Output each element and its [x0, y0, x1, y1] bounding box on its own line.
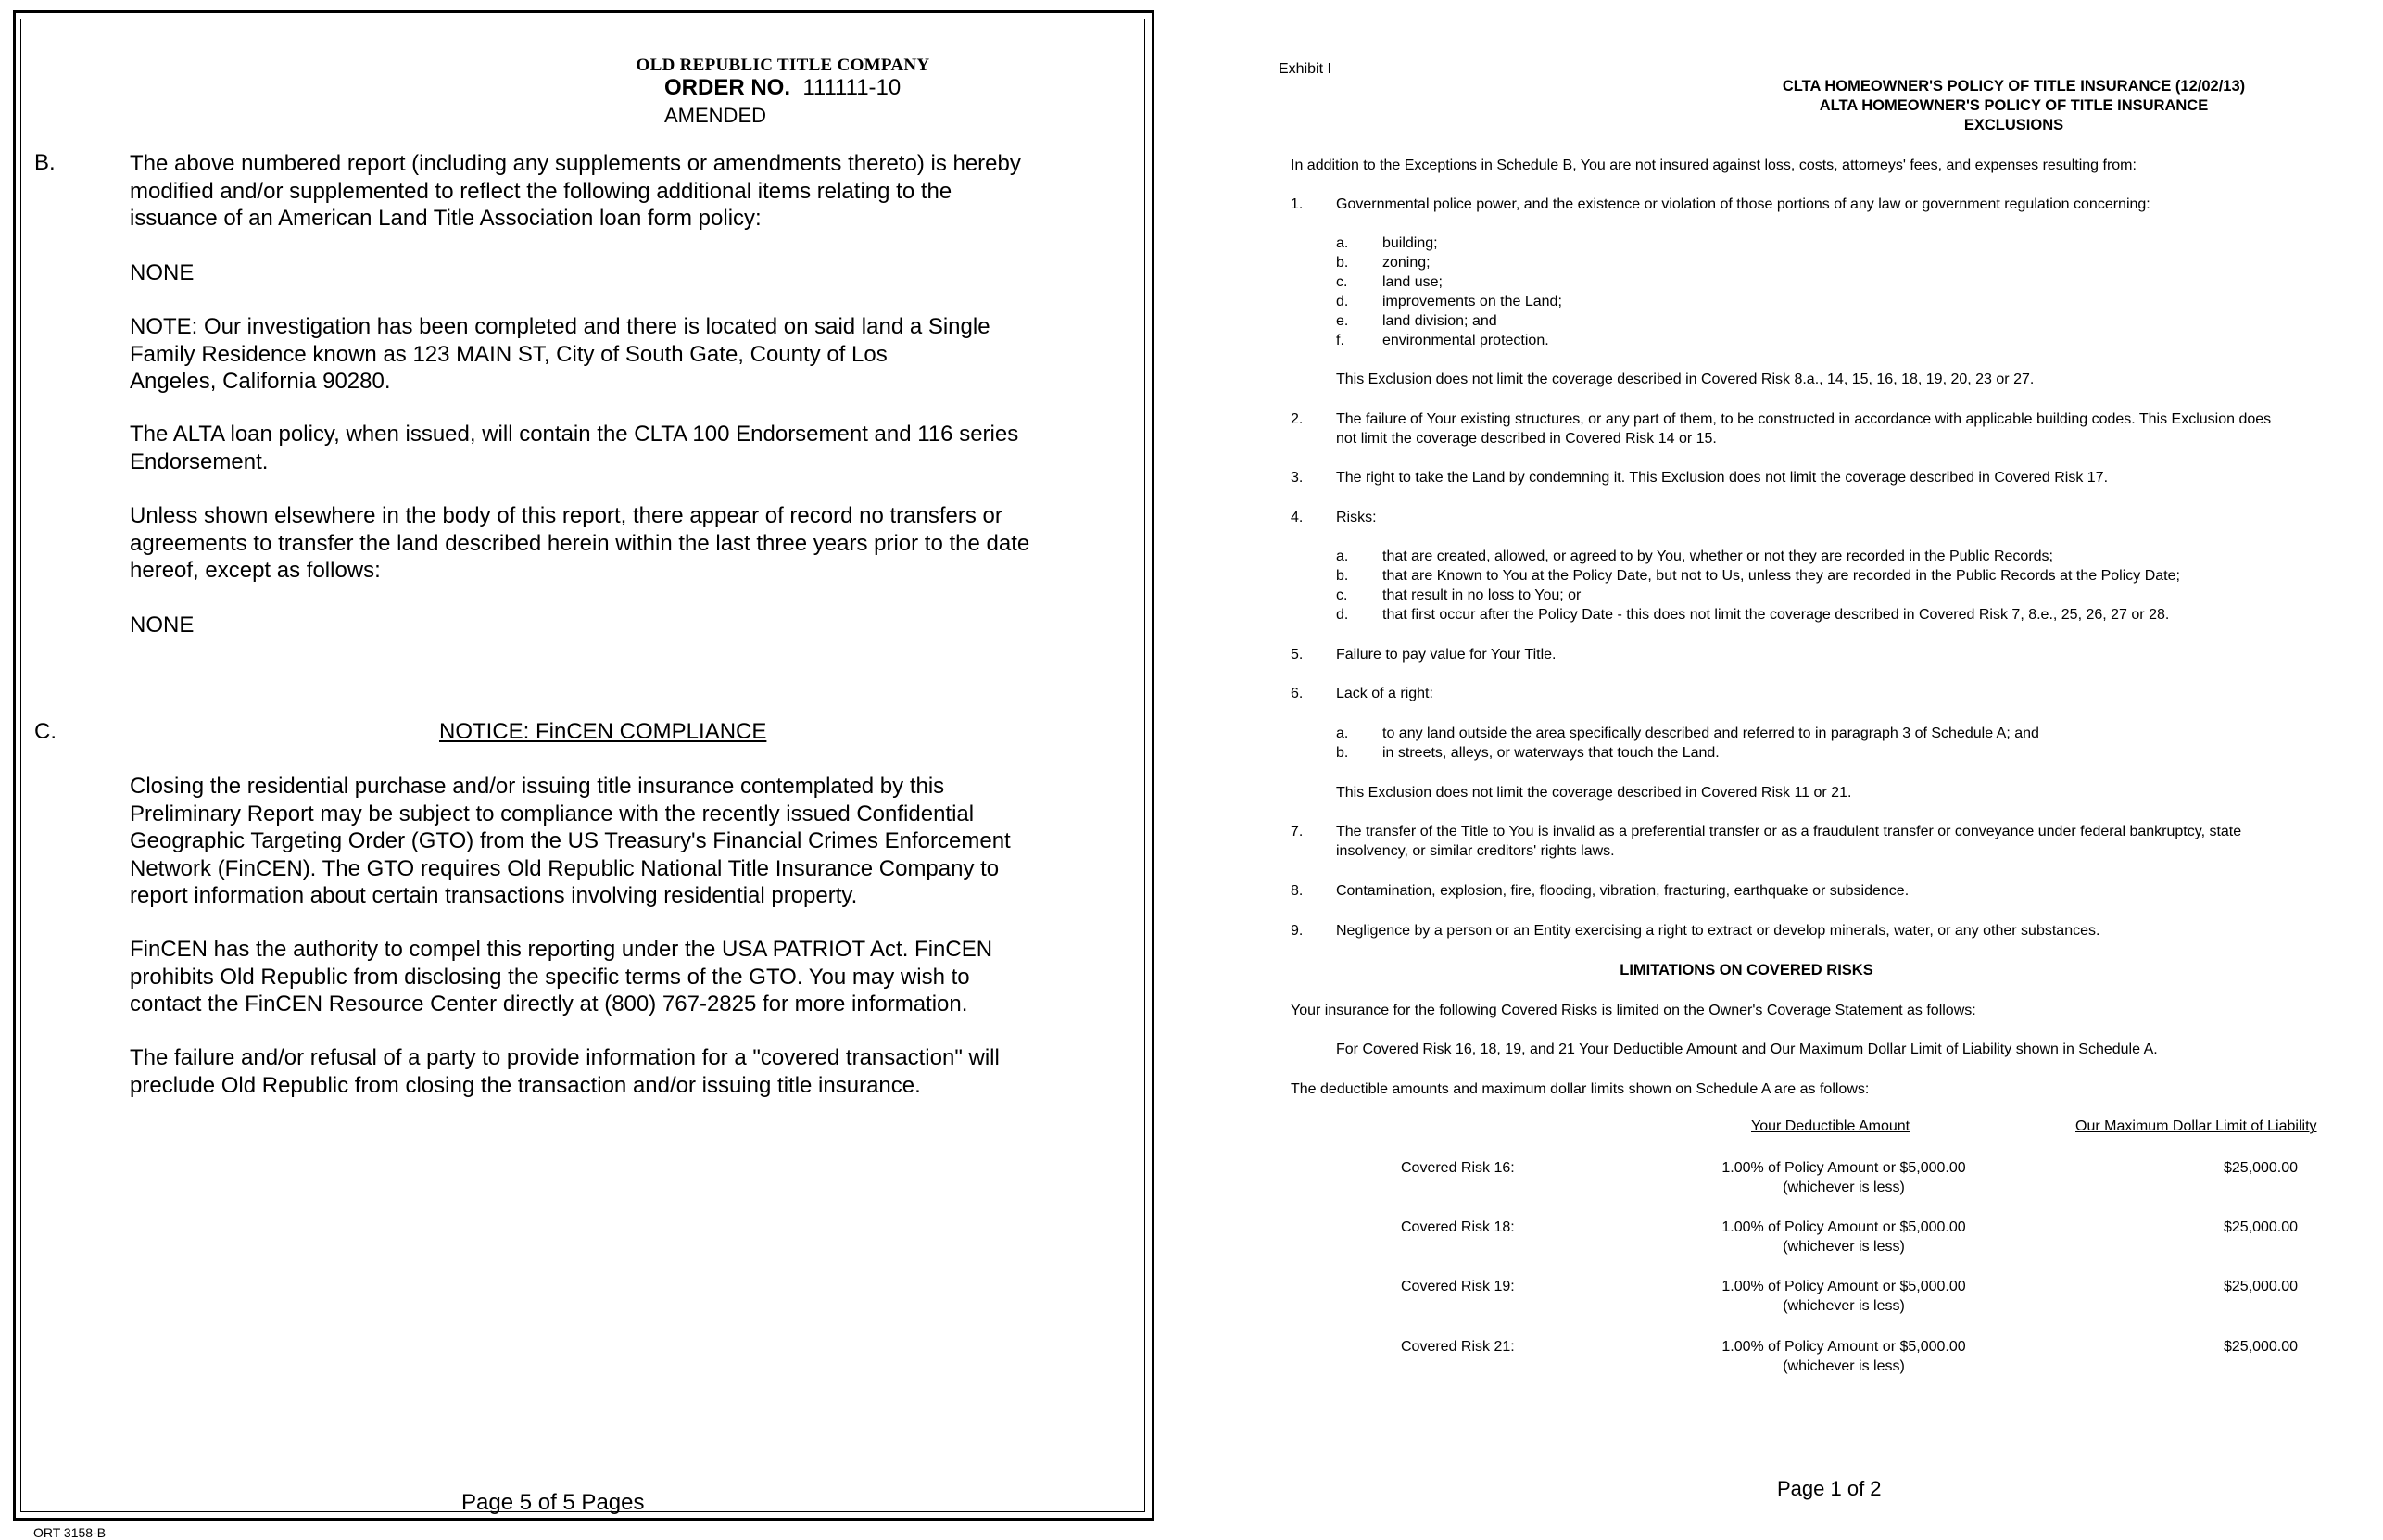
fincen-notice-title: NOTICE: FinCEN COMPLIANCE — [439, 719, 767, 744]
order-number: 111111-10 — [802, 75, 902, 100]
left-page-number: Page 5 of 5 Pages — [461, 1490, 645, 1515]
text-line: prohibits Old Republic from disclosing the specific terms of the GTO. You may wish to — [130, 964, 970, 990]
text-line: NOTE: Our investigation has been completed and there is located on said land a Single — [130, 314, 990, 339]
item-number: 2. — [1291, 411, 1304, 427]
text-line: Family Residence known as 123 MAIN ST, City of South Gate, County of Los — [130, 341, 888, 367]
item-text: Risks: — [1336, 510, 1377, 525]
deductible-amount — [1658, 1158, 2029, 1197]
maximum-liability: $25,000.00 — [2223, 1339, 2299, 1355]
item-number: 6. — [1291, 686, 1304, 701]
none-text: NONE — [130, 612, 195, 637]
sub-text: in streets, alleys, or waterways that touch the Land. — [1382, 745, 1720, 761]
item-number: 7. — [1291, 824, 1304, 839]
text-line: Geographic Targeting Order (GTO) from the US Treasury's Financial Crimes Enforcement — [130, 828, 1011, 853]
exclusions-intro: In addition to the Exceptions in Schedule B, You are not insured against loss, costs, attorneys' fees, and expenses resulting from: — [1291, 158, 2137, 173]
deductible-amount — [1658, 1337, 2029, 1376]
sub-letter: e. — [1336, 313, 1349, 329]
amended-label: AMENDED — [664, 104, 767, 127]
order-number-line — [664, 74, 901, 101]
limitations-title: LIMITATIONS ON COVERED RISKS — [1620, 962, 1873, 978]
note-paragraph — [130, 313, 1056, 396]
sub-letter: d. — [1336, 607, 1349, 623]
sub-text: to any land outside the area specifically described and referred to in paragraph 3 of Schedule A; and — [1382, 726, 2039, 741]
alta-paragraph — [130, 421, 1056, 475]
item-text: The failure of Your existing structures, or any part of them, to be constructed in accordance with applicable building codes. This Exclusion does — [1336, 411, 2272, 427]
heading-line: ALTA HOMEOWNER'S POLICY OF TITLE INSURANCE — [1819, 97, 2209, 114]
right-page-number: Page 1 of 2 — [1777, 1477, 1882, 1500]
sub-text: land division; and — [1382, 313, 1497, 329]
sub-text: that are Known to You at the Policy Date, but not to Us, unless they are recorded in the Public Records at the Policy Date; — [1382, 568, 2180, 584]
deductible-amount — [1658, 1277, 2029, 1316]
covered-risk-label: Covered Risk 21: — [1401, 1339, 1515, 1355]
sub-text: that result in no loss to You; or — [1382, 587, 1582, 603]
text-line: Closing the residential purchase and/or issuing title insurance contemplated by this — [130, 774, 945, 799]
sub-letter: f. — [1336, 333, 1344, 348]
section-b-paragraph — [130, 150, 1056, 233]
sub-text: that are created, allowed, or agreed to by You, whether or not they are recorded in the Public Records; — [1382, 549, 2053, 564]
maximum-liability: $25,000.00 — [2223, 1279, 2299, 1294]
item-text: The right to take the Land by condemning it. This Exclusion does not limit the coverage described in Covered Risk 17. — [1336, 470, 2109, 486]
text-line: Unless shown elsewhere in the body of this report, there appear of record no transfers or — [130, 503, 1002, 528]
item-text: Governmental police power, and the existence or violation of those portions of any law or government regulation concerning: — [1336, 196, 2150, 212]
sub-text: building; — [1382, 235, 1438, 251]
heading-exclusions: EXCLUSIONS — [1963, 117, 2064, 133]
covered-risk-label: Covered Risk 18: — [1401, 1219, 1515, 1235]
deductible-line: 1.00% of Policy Amount or $5,000.00 — [1721, 1219, 1966, 1235]
maximum-liability: $25,000.00 — [2223, 1219, 2299, 1235]
text-line: modified and/or supplemented to reflect the following additional items relating to the — [130, 178, 952, 204]
deductible-qualifier: (whichever is less) — [1783, 1180, 1905, 1195]
item-number: 5. — [1291, 647, 1304, 663]
text-line: agreements to transfer the land described herein within the last three years prior to the date — [130, 530, 1030, 556]
sub-letter: a. — [1336, 726, 1349, 741]
text-line: FinCEN has the authority to compel this reporting under the USA PATRIOT Act. FinCEN — [130, 937, 993, 962]
form-code: ORT 3158-B — [33, 1525, 107, 1540]
sub-text: zoning; — [1382, 255, 1431, 271]
deductible-line: 1.00% of Policy Amount or $5,000.00 — [1721, 1160, 1966, 1176]
sub-text: environmental protection. — [1382, 333, 1549, 348]
text-line: preclude Old Republic from closing the transaction and/or issuing title insurance. — [130, 1072, 921, 1098]
sub-letter: c. — [1336, 274, 1348, 290]
item-number: 8. — [1291, 883, 1304, 899]
company-name: OLD REPUBLIC TITLE COMPANY — [636, 56, 930, 75]
sub-letter: b. — [1336, 255, 1349, 271]
section-b-letter: B. — [34, 150, 56, 175]
failure-paragraph — [130, 1044, 1056, 1099]
text-line: contact the FinCEN Resource Center directly at (800) 767-2825 for more information. — [130, 991, 968, 1016]
item-text: not limit the coverage described in Covered Risk 14 or 15. — [1336, 431, 1717, 447]
item-number: 9. — [1291, 923, 1304, 939]
deductible-qualifier: (whichever is less) — [1783, 1298, 1905, 1314]
sub-letter: b. — [1336, 745, 1349, 761]
unless-paragraph — [130, 502, 1056, 585]
text-line: Endorsement. — [130, 448, 269, 474]
item-number: 3. — [1291, 470, 1304, 486]
text-line: Preliminary Report may be subject to compliance with the recently issued Confidential — [130, 801, 975, 827]
closing-paragraph — [130, 773, 1056, 910]
covered-risk-label: Covered Risk 16: — [1401, 1160, 1515, 1176]
deductible-qualifier: (whichever is less) — [1783, 1358, 1905, 1374]
sub-letter: c. — [1336, 587, 1348, 603]
deductible-line: 1.00% of Policy Amount or $5,000.00 — [1721, 1339, 1966, 1355]
item-number: 4. — [1291, 510, 1304, 525]
sub-letter: d. — [1336, 294, 1349, 309]
fincen-paragraph — [130, 936, 1056, 1018]
item-text: Lack of a right: — [1336, 686, 1433, 701]
text-line: The ALTA loan policy, when issued, will contain the CLTA 100 Endorsement and 116 series — [130, 422, 1019, 447]
text-line: The failure and/or refusal of a party to provide information for a "covered transaction" will — [130, 1045, 1000, 1070]
text-line: report information about certain transactions involving residential property. — [130, 883, 858, 908]
sub-text: that first occur after the Policy Date - this does not limit the coverage described in Covered Risk 7, 8.e., 25, 26, 27 or 28. — [1382, 607, 2170, 623]
heading-line: CLTA HOMEOWNER'S POLICY OF TITLE INSURANCE (12/02/13) — [1782, 78, 2246, 95]
exclusion-note: This Exclusion does not limit the coverage described in Covered Risk 8.a., 14, 15, 16, 18, 19, 20, 23 or 27. — [1336, 372, 2035, 387]
none-text: NONE — [130, 260, 195, 285]
text-line: Network (FinCEN). The GTO requires Old Republic National Title Insurance Company to — [130, 855, 1000, 881]
sub-letter: a. — [1336, 549, 1349, 564]
limitations-intro: Your insurance for the following Covered Risks is limited on the Owner's Coverage Statement as follows: — [1291, 1003, 1976, 1018]
order-label: ORDER NO. — [664, 75, 791, 100]
item-text: Contamination, explosion, fire, flooding, vibration, fracturing, earthquake or subsidence. — [1336, 883, 1910, 899]
limitations-for: For Covered Risk 16, 18, 19, and 21 Your Deductible Amount and Our Maximum Dollar Limit of Liability shown in Schedule A. — [1336, 1041, 2158, 1057]
sub-text: improvements on the Land; — [1382, 294, 1562, 309]
sub-letter: a. — [1336, 235, 1349, 251]
item-text: The transfer of the Title to You is invalid as a preferential transfer or as a fraudulent transfer or conveyance under federal bankruptcy, state — [1336, 824, 2242, 839]
text-line: hereof, except as follows: — [130, 558, 381, 583]
exhibit-label: Exhibit I — [1279, 61, 1331, 77]
deductible-qualifier: (whichever is less) — [1783, 1239, 1905, 1255]
deductible-line: 1.00% of Policy Amount or $5,000.00 — [1721, 1279, 1966, 1294]
text-line: The above numbered report (including any supplements or amendments thereto) is hereby — [130, 151, 1021, 176]
exclusion-note: This Exclusion does not limit the coverage described in Covered Risk 11 or 21. — [1336, 785, 1852, 801]
text-line: issuance of an American Land Title Association loan form policy: — [130, 206, 762, 231]
deductible-intro: The deductible amounts and maximum dollar limits shown on Schedule A are as follows: — [1291, 1081, 1870, 1097]
item-text: Negligence by a person or an Entity exercising a right to extract or develop minerals, water, or any other substances. — [1336, 923, 2100, 939]
column-header-deductible: Your Deductible Amount — [1751, 1118, 1910, 1134]
section-c-letter: C. — [34, 719, 57, 744]
item-text: Failure to pay value for Your Title. — [1336, 647, 1557, 663]
left-page-inner-border — [20, 19, 1145, 1512]
text-line: Angeles, California 90280. — [130, 369, 391, 394]
sub-text: land use; — [1382, 274, 1443, 290]
covered-risk-label: Covered Risk 19: — [1401, 1279, 1515, 1294]
column-header-maximum: Our Maximum Dollar Limit of Liability — [2075, 1118, 2317, 1134]
sub-letter: b. — [1336, 568, 1349, 584]
item-number: 1. — [1291, 196, 1304, 212]
item-text: insolvency, or similar creditors' rights laws. — [1336, 843, 1615, 859]
maximum-liability: $25,000.00 — [2223, 1160, 2299, 1176]
deductible-amount — [1658, 1218, 2029, 1256]
